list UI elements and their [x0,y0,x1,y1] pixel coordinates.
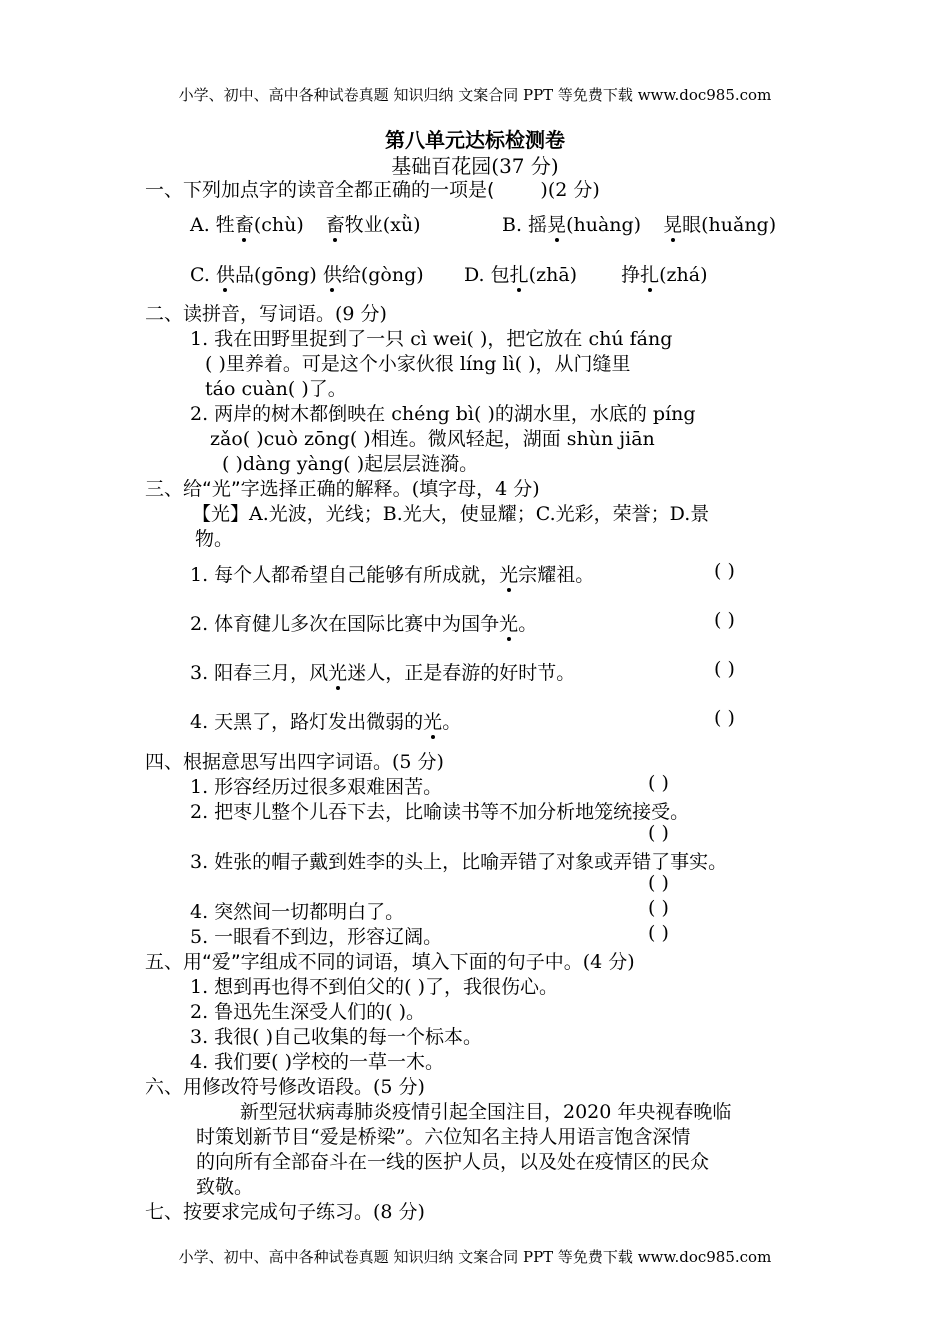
guang-definitions-cont: 物。 [195,528,234,550]
s6-paragraph-line: 致敬。 [196,1176,254,1198]
dotted-char: 光 [499,609,518,636]
s3-item-text: 4. 天黑了，路灯发出微弱的 [190,711,424,733]
dotted-char: 扎 [640,260,659,287]
s3-item [190,609,537,636]
section-4-points: (5 分) [392,751,444,773]
answer-blank[interactable]: ( ) [648,922,669,944]
dotted-char: 畜 [326,210,345,237]
dotted-char: 扎 [510,260,529,287]
option-b [502,210,776,237]
section-1-heading [145,175,600,202]
section-4-heading-text: 四、根据意思写出四字词语。 [145,751,393,773]
answer-blank[interactable]: ( ) [648,872,669,894]
dotted-char: 光 [328,658,347,685]
option-a-pinyin-1: (chù) [253,214,304,236]
answer-blank[interactable]: ( ) [714,609,735,631]
answer-blank[interactable]: ( ) [714,658,735,680]
s2-line: zǎo( )cuò zōng( )相连。微风轻起，湖面 shùn jiān [210,428,655,450]
section-7-heading-text: 七、按要求完成句子练习。 [145,1201,374,1223]
section-3-heading-text: 三、给“光”字选择正确的解释。 [145,478,412,500]
s3-item-text: 。 [442,711,462,733]
section-6-points: (5 分) [373,1076,425,1098]
section-6-heading-text: 六、用修改符号修改语段。 [145,1076,374,1098]
s5-item: 2. 鲁迅先生深受人们的( )。 [190,1001,426,1023]
s3-item-text: 迷人，正是春游的好时节。 [347,662,576,684]
section-6-heading [145,1072,425,1099]
option-b-pinyin-1: (huàng) [566,214,642,236]
section-5-points: (4 分) [582,951,635,973]
dotted-char: 晃 [663,210,682,237]
option-a-pinyin-2: 牧业(xǜ) [344,214,421,236]
dotted-char: 供 [323,260,342,287]
s2-line: 1. 我在田野里捉到了一只 cì wei( )，把它放在 chú fáng [190,328,673,350]
section-2-points: (9 分) [335,303,387,325]
s6-paragraph-line: 时策划新节目“爱是桥梁”。六位知名主持人用语言饱含深情 [196,1126,691,1148]
dotted-char: 光 [499,560,518,587]
dotted-char: 畜 [235,210,254,237]
s4-item: 2. 把枣儿整个儿吞下去，比喻读书等不加分析地笼统接受。 [190,801,690,823]
option-c-pinyin-2: 给(gòng) [341,264,424,286]
section-3-points: (填字母，4 分) [411,478,540,500]
s3-item-text: 3. 阳春三月，风 [190,662,329,684]
s3-item-text: 2. 体育健儿多次在国际比赛中为国争 [190,613,500,635]
option-c-pinyin-1: 品(gōng) [234,264,323,286]
s5-item: 1. 想到再也得不到伯父的( )了，我很伤心。 [190,976,559,998]
page-subtitle: 基础百花园(37 分) [391,154,559,178]
section-2-heading [145,299,387,326]
s2-line: táo cuàn( )了。 [205,378,347,400]
s3-item-text: 。 [518,613,538,635]
section-1-heading-text: 一、下列加点字的读音全都正确的一项是( [145,179,495,201]
s4-item: 1. 形容经历过很多艰难困苦。 [190,776,443,798]
s6-paragraph-line: 的向所有全部奋斗在一线的医护人员，以及处在疫情区的民众 [196,1151,710,1173]
section-4-heading [145,747,444,774]
dotted-char: 晃 [547,210,566,237]
answer-blank[interactable]: ( ) [714,707,735,729]
section-5-heading [145,947,635,974]
section-7-points: (8 分) [373,1201,425,1223]
dotted-char: 光 [423,707,442,734]
answer-blank[interactable]: ( ) [648,822,669,844]
option-d-prefix: D. 包 [464,264,510,286]
section-1-points: )(2 分) [540,179,600,201]
dotted-char: 供 [216,260,235,287]
option-d [464,260,708,287]
option-c-prefix: C. [190,264,216,286]
option-b-prefix: B. 摇 [502,214,548,236]
page-header: 小学、初中、高中各种试卷真题 知识归纳 文案合同 PPT 等免费下载 www.doc985.com [178,86,772,104]
s2-line: 2. 两岸的树木都倒映在 chéng bì( )的湖水里，水底的 píng [190,403,696,425]
option-d-prefix-2: 挣 [621,264,641,286]
s3-item-text: 宗耀祖。 [518,564,595,586]
section-7-heading [145,1197,425,1224]
s3-item [190,560,594,587]
s3-item [190,658,575,685]
s2-line: ( )里养着。可是这个小家伙很 líng lì( )，从门缝里 [205,353,631,375]
answer-blank[interactable]: ( ) [648,897,669,919]
guang-definitions: 【光】A.光波，光线；B.光大，使显耀；C.光彩，荣誉；D.景 [192,503,710,525]
section-2-heading-text: 二、读拼音，写词语。 [145,303,336,325]
s3-item [190,707,461,734]
s2-line: ( )dàng yàng( )起层层涟漪。 [222,453,479,475]
option-d-pinyin-1: (zhā) [528,264,578,286]
option-d-pinyin-2: (zhá) [659,264,708,286]
s3-item-text: 1. 每个人都希望自己能够有所成就， [190,564,500,586]
answer-blank[interactable]: ( ) [648,772,669,794]
s4-item: 5. 一眼看不到边，形容辽阔。 [190,926,443,948]
option-c [190,260,424,287]
s4-item: 4. 突然间一切都明白了。 [190,901,405,923]
s5-item: 4. 我们要( )学校的一草一木。 [190,1051,445,1073]
answer-blank[interactable]: ( ) [714,560,735,582]
option-a [190,210,421,237]
s4-item: 3. 姓张的帽子戴到姓李的头上，比喻弄错了对象或弄错了事实。 [190,851,728,873]
section-3-heading [145,474,540,501]
s6-paragraph-line: 新型冠状病毒肺炎疫情引起全国注目，2020 年央视春晚临 [240,1101,732,1123]
page-title: 第八单元达标检测卷 [385,128,565,152]
option-b-pinyin-2: 眼(huǎng) [682,214,777,236]
option-a-prefix: A. 牲 [190,214,235,236]
page-footer: 小学、初中、高中各种试卷真题 知识归纳 文案合同 PPT 等免费下载 www.doc985.com [178,1248,772,1266]
s5-item: 3. 我很( )自己收集的每一个标本。 [190,1026,483,1048]
section-5-heading-text: 五、用“爱”字组成不同的词语，填入下面的句子中。 [145,951,583,973]
